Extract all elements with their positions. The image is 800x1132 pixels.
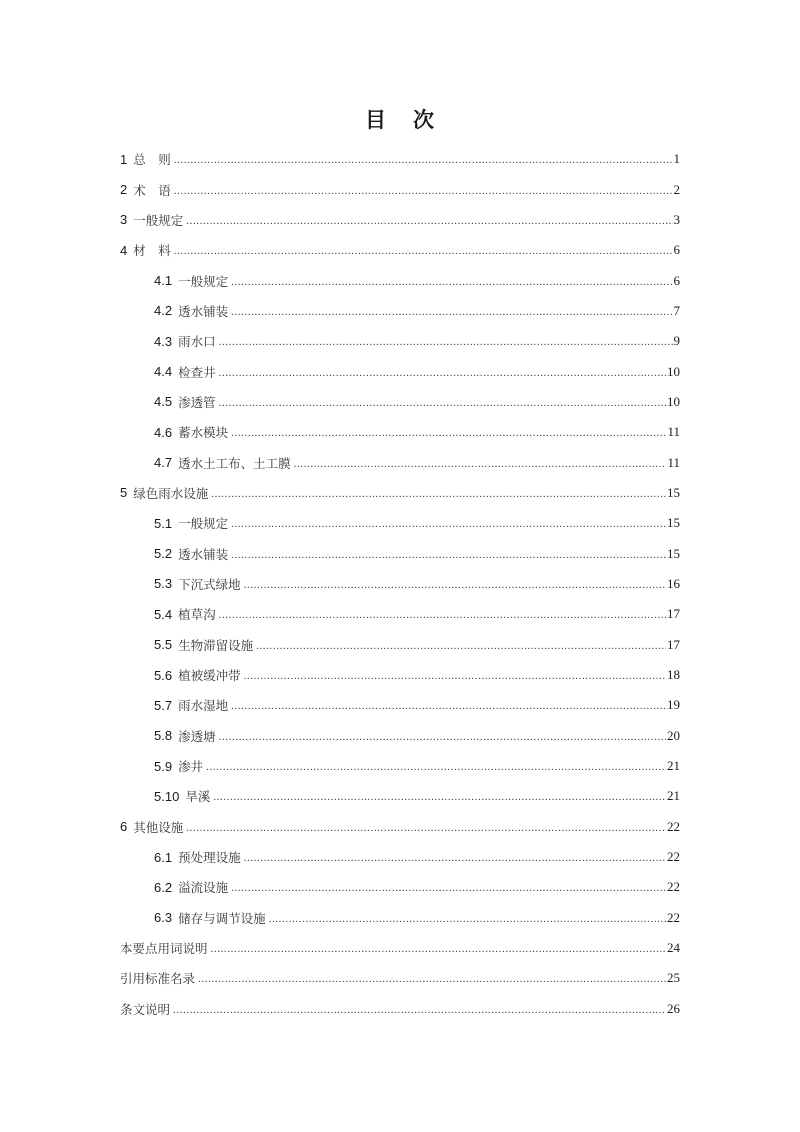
dot-leader <box>219 729 666 743</box>
dot-leader <box>294 456 667 470</box>
dot-leader <box>231 547 666 561</box>
toc-entry-label: 渗透塘 <box>178 728 216 744</box>
toc-entry-label: 一般规定 <box>178 273 229 289</box>
toc-entry-page: 11 <box>667 454 680 470</box>
toc-entry-page: 22 <box>667 849 680 865</box>
toc-entry[interactable] <box>120 812 680 842</box>
toc-entry-label: 绿色雨水设施 <box>133 485 209 501</box>
toc-entry-label: 旱溪 <box>185 789 211 805</box>
toc-entry-label: 总 则 <box>133 152 171 168</box>
toc-entry[interactable] <box>120 205 680 235</box>
toc-entry[interactable] <box>120 296 680 326</box>
toc-entry[interactable] <box>120 933 680 963</box>
toc-entry-label: 渗透管 <box>178 394 216 410</box>
toc-entry-page: 15 <box>667 515 680 531</box>
dot-leader <box>206 759 666 773</box>
dot-leader <box>211 941 666 955</box>
dot-leader <box>231 516 666 530</box>
toc-entry-label: 一般规定 <box>133 212 184 228</box>
toc-entry-page: 22 <box>667 909 680 925</box>
toc-entry-label: 材 料 <box>133 243 171 259</box>
toc-entry[interactable] <box>120 235 680 265</box>
toc-entry-page: 9 <box>673 333 680 349</box>
toc-entry-number: 5.4 <box>154 606 173 622</box>
toc-entry[interactable] <box>120 447 680 477</box>
toc-entry-number: 6.1 <box>154 849 173 865</box>
dot-leader <box>219 395 666 409</box>
toc-entry-number: 2 <box>120 182 128 198</box>
toc-entry[interactable] <box>120 994 680 1024</box>
toc-entry-label: 检查井 <box>178 364 216 380</box>
dot-leader <box>219 607 666 621</box>
toc-entry[interactable] <box>120 387 680 417</box>
dot-leader <box>219 365 666 379</box>
dot-leader <box>174 183 673 197</box>
toc-entry[interactable] <box>120 538 680 568</box>
toc-entry-label: 雨水口 <box>178 334 216 350</box>
toc-entry-page: 3 <box>673 211 680 227</box>
toc-entry-page: 15 <box>667 484 680 500</box>
toc-entry-number: 4.5 <box>154 394 173 410</box>
toc-entry-number: 6.3 <box>154 910 173 926</box>
toc-entry[interactable] <box>120 842 680 872</box>
toc-entry-page: 16 <box>667 575 680 591</box>
toc-entry-number: 4.4 <box>154 364 173 380</box>
toc-entry-number: 6.2 <box>154 879 173 895</box>
toc-entry-label: 蓄水模块 <box>178 425 229 441</box>
toc-entry-page: 20 <box>667 727 680 743</box>
title-char-1: 目 <box>365 107 387 132</box>
toc-entry-page: 15 <box>667 545 680 561</box>
toc-entry[interactable] <box>120 903 680 933</box>
toc-entry-page: 17 <box>667 606 680 622</box>
toc-entry-number: 5.3 <box>154 576 173 592</box>
toc-entry-number: 5.2 <box>154 546 173 562</box>
toc-entry-label: 生物滞留设施 <box>178 637 254 653</box>
toc-entry-page: 2 <box>673 181 680 197</box>
toc-entry-number: 5.5 <box>154 637 173 653</box>
toc-entry-label: 引用标准名录 <box>120 971 196 987</box>
dot-leader <box>231 698 666 712</box>
dot-leader <box>186 820 666 834</box>
toc-entry-label: 本要点用词说明 <box>120 941 208 957</box>
toc-entry-page: 21 <box>667 758 680 774</box>
toc-entry-label: 一般规定 <box>178 516 229 532</box>
toc-entry-label: 其他设施 <box>133 819 184 835</box>
toc-entry-page: 11 <box>667 424 680 440</box>
dot-leader <box>231 274 672 288</box>
toc-entry-number: 5.6 <box>154 667 173 683</box>
toc-entry-number: 5.7 <box>154 697 173 713</box>
toc-entry-page: 22 <box>667 818 680 834</box>
dot-leader <box>213 789 666 803</box>
toc-entry-label: 植被缓冲带 <box>178 668 241 684</box>
toc-entry-page: 10 <box>667 393 680 409</box>
toc-entry[interactable] <box>120 569 680 599</box>
toc-entry-number: 4 <box>120 242 128 258</box>
toc-entry-number: 3 <box>120 212 128 228</box>
toc-entry[interactable] <box>120 265 680 295</box>
dot-leader <box>244 668 666 682</box>
toc-entry-label: 植草沟 <box>178 607 216 623</box>
toc-entry-page: 19 <box>667 697 680 713</box>
dot-leader <box>198 971 666 985</box>
toc-entry[interactable] <box>120 751 680 781</box>
toc-entry[interactable] <box>120 872 680 902</box>
toc-entry[interactable] <box>120 508 680 538</box>
toc-entry-number: 5.10 <box>154 788 180 804</box>
toc-entry-label: 透水土工布、土工膜 <box>178 455 291 471</box>
toc-entry-number: 4.6 <box>154 424 173 440</box>
dot-leader <box>269 911 666 925</box>
toc-entry-page: 21 <box>667 788 680 804</box>
dot-leader <box>231 304 672 318</box>
toc-entry[interactable] <box>120 417 680 447</box>
page-title <box>0 104 800 134</box>
toc-entry-page: 7 <box>673 302 680 318</box>
toc-entry-label: 储存与调节设施 <box>178 910 266 926</box>
toc-entry[interactable] <box>120 690 680 720</box>
table-of-contents <box>120 144 680 1024</box>
dot-leader <box>211 486 666 500</box>
title-char-2: 次 <box>413 107 435 132</box>
toc-entry-page: 22 <box>667 879 680 895</box>
dot-leader <box>219 334 673 348</box>
toc-entry-number: 5.8 <box>154 728 173 744</box>
toc-entry-number: 6 <box>120 819 128 835</box>
dot-leader <box>186 213 672 227</box>
toc-entry-page: 17 <box>667 636 680 652</box>
dot-leader <box>231 425 666 439</box>
toc-entry[interactable] <box>120 478 680 508</box>
dot-leader <box>173 1002 666 1016</box>
toc-entry-page: 18 <box>667 667 680 683</box>
toc-entry[interactable] <box>120 599 680 629</box>
dot-leader <box>244 577 666 591</box>
toc-entry-page: 26 <box>667 1000 680 1016</box>
dot-leader <box>174 152 673 166</box>
toc-entry[interactable] <box>120 660 680 690</box>
toc-entry-label: 条文说明 <box>120 1001 171 1017</box>
toc-entry-number: 4.3 <box>154 333 173 349</box>
dot-leader <box>244 850 666 864</box>
toc-entry-label: 透水铺装 <box>178 546 229 562</box>
toc-entry[interactable] <box>120 630 680 660</box>
toc-entry[interactable] <box>120 326 680 356</box>
toc-entry-label: 术 语 <box>133 182 171 198</box>
toc-entry[interactable] <box>120 721 680 751</box>
toc-entry[interactable] <box>120 356 680 386</box>
toc-entry-number: 5 <box>120 485 128 501</box>
toc-entry[interactable] <box>120 144 680 174</box>
toc-entry-page: 10 <box>667 363 680 379</box>
toc-entry-label: 溢流设施 <box>178 880 229 896</box>
toc-entry-label: 预处理设施 <box>178 850 241 866</box>
dot-leader <box>174 243 673 257</box>
toc-entry-number: 5.9 <box>154 758 173 774</box>
toc-entry-page: 6 <box>673 242 680 258</box>
toc-entry-number: 4.1 <box>154 273 173 289</box>
toc-entry[interactable] <box>120 963 680 993</box>
toc-entry-label: 雨水湿地 <box>178 698 229 714</box>
toc-entry-page: 1 <box>673 151 680 167</box>
toc-entry[interactable] <box>120 174 680 204</box>
toc-entry-label: 下沉式绿地 <box>178 576 241 592</box>
toc-entry-number: 5.1 <box>154 515 173 531</box>
toc-entry-page: 25 <box>667 970 680 986</box>
dot-leader <box>256 638 666 652</box>
toc-entry-number: 4.2 <box>154 303 173 319</box>
dot-leader <box>231 880 666 894</box>
toc-entry-number: 1 <box>120 151 128 167</box>
toc-entry-number: 4.7 <box>154 455 173 471</box>
toc-entry[interactable] <box>120 781 680 811</box>
toc-entry-label: 透水铺装 <box>178 303 229 319</box>
toc-entry-page: 24 <box>667 940 680 956</box>
toc-entry-label: 渗井 <box>178 759 204 775</box>
toc-entry-page: 6 <box>673 272 680 288</box>
